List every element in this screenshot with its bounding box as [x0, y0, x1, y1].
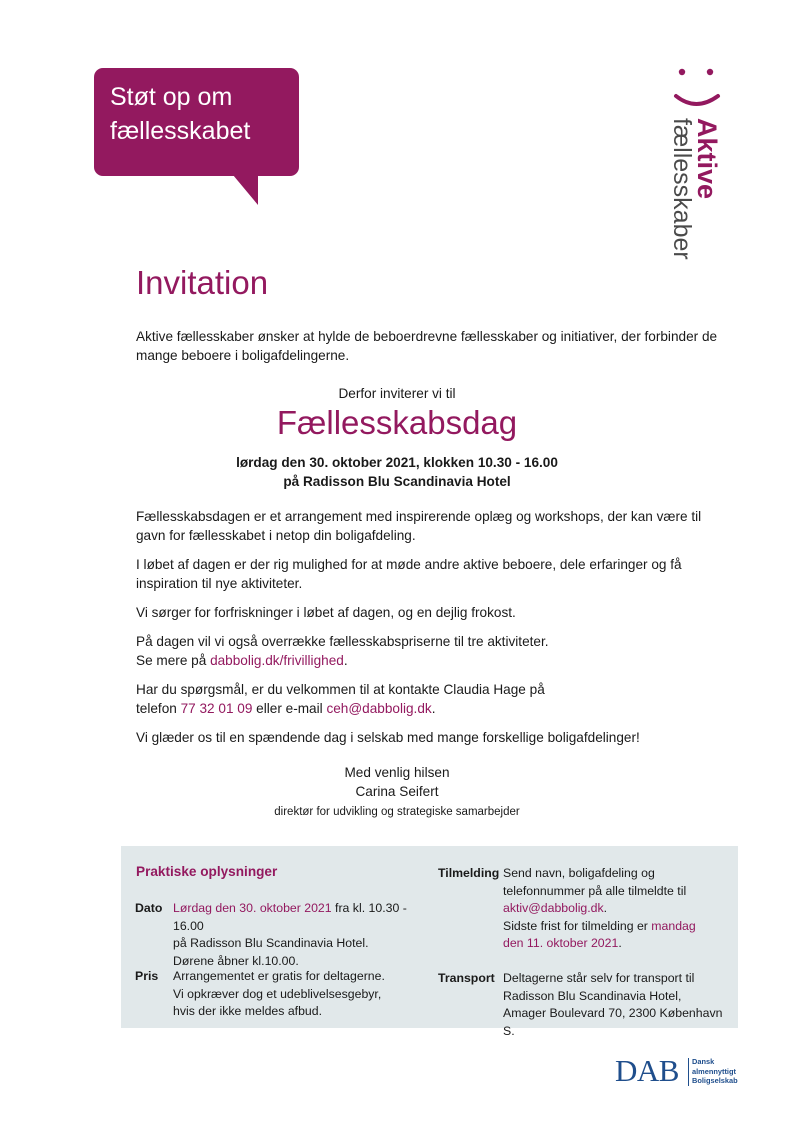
- speech-bubble: [94, 68, 299, 176]
- tilmelding-deadline-prefix: Sidste frist for tilmelding er: [503, 918, 652, 933]
- tilmelding-label: Tilmelding: [438, 866, 500, 880]
- body-p5-line1: Har du spørgsmål, er du velkommen til at kontakte Claudia Hage på: [136, 682, 545, 697]
- dato-doors: Dørene åbner kl.10.00.: [173, 953, 299, 968]
- practical-info-box: [121, 846, 738, 1038]
- dab-divider: [688, 1058, 689, 1086]
- page-title: Invitation: [136, 264, 269, 301]
- event-date: lørdag den 30. oktober 2021, klokken 10.30 - 16.00: [236, 455, 558, 470]
- dab-sub-line1: Dansk: [692, 1057, 715, 1066]
- frivillighed-link[interactable]: dabbolig.dk/frivillighed: [210, 653, 344, 668]
- logo-wordmark: [670, 118, 720, 260]
- transport-line1: Deltagerne står selv for transport til: [503, 971, 695, 985]
- body-p4-prefix: Se mere på: [136, 653, 211, 668]
- smiley-icon: [668, 62, 732, 122]
- logo-word-aktive: Aktive: [692, 118, 722, 200]
- body-paragraph-2: I løbet af dagen er der rig mulighed for at møde andre aktive beboere, dele erfaringer og få inspiration til nye aktiviteter.: [136, 557, 682, 591]
- pris-line2: Vi opkræver dog et udeblivelsesgebyr,: [173, 986, 382, 1001]
- body-p5-end: .: [431, 701, 436, 716]
- pris-label: Pris: [135, 969, 159, 983]
- body-p5-prefix: telefon: [136, 701, 181, 716]
- intro-paragraph: Aktive fællesskaber ønsker at hylde de beboerdrevne fællesskaber og initiativer, der forbinder de mange beboere i boligafdelingerne.: [136, 329, 718, 363]
- body-paragraph-3: Vi sørger for forfriskninger i løbet af dagen, og en dejlig frokost.: [136, 605, 516, 620]
- tilmelding-line2: telefonnummer på alle tilmeldte til: [503, 883, 687, 898]
- phone-link[interactable]: 77 32 01 09: [180, 701, 253, 716]
- tilmelding-value: [503, 865, 733, 953]
- transport-label: Transport: [438, 971, 495, 985]
- body-paragraph-1: Fællesskabsdagen er et arrangement med inspirerende oplæg og workshops, der kan være til gavn for fællesskabet i netop din boligafdeling.: [136, 509, 702, 543]
- body-paragraph-4: [136, 632, 716, 670]
- info-title: Praktiske oplysninger: [136, 864, 278, 879]
- transport-value: [503, 970, 733, 1040]
- tilmelding-email-end: .: [603, 901, 608, 915]
- dato-time: fra kl. 10.30 - 16.00: [173, 901, 407, 933]
- signature-name: Carina Seifert: [355, 784, 439, 799]
- pris-line1: Arrangementet er gratis for deltagerne.: [173, 969, 385, 983]
- tilmelding-deadline-date: den 11. oktober 2021: [503, 936, 619, 950]
- body-paragraph-6: Vi glæder os til en spændende dag i selskab med mange forskellige boligafdelinger!: [136, 730, 640, 745]
- tilmelding-email-link[interactable]: aktiv@dabbolig.dk: [503, 901, 604, 915]
- dato-highlight: Lørdag den 30. oktober 2021: [173, 901, 332, 915]
- speech-bubble-text: [110, 80, 250, 148]
- dab-subtitle: [692, 1057, 752, 1086]
- speech-bubble-line2: fællesskabet: [110, 117, 251, 145]
- email-link[interactable]: ceh@dabbolig.dk: [326, 701, 432, 716]
- speech-bubble-tail: [233, 175, 258, 205]
- transport-line3: Amager Boulevard 70, 2300 København S.: [503, 1006, 723, 1038]
- dab-sub-line2: almennyttigt: [692, 1066, 736, 1076]
- dato-label: Dato: [135, 901, 163, 915]
- transport-line2: Radisson Blu Scandinavia Hotel,: [503, 988, 682, 1003]
- tilmelding-end: .: [618, 936, 622, 950]
- dab-letters: DAB: [615, 1053, 679, 1088]
- body-paragraph-5: [136, 680, 716, 718]
- signature-greeting: Med venlig hilsen: [344, 765, 450, 780]
- body-p4-line1: På dagen vil vi også overrække fællesskabspriserne til tre aktiviteter.: [136, 634, 549, 649]
- logo-word-faellesskaber: fællesskaber: [668, 118, 696, 260]
- body-text: [136, 507, 716, 757]
- dato-value: [173, 900, 433, 970]
- tilmelding-line1: Send navn, boligafdeling og: [503, 866, 655, 880]
- dato-venue: på Radisson Blu Scandinavia Hotel.: [173, 936, 369, 950]
- event-venue: på Radisson Blu Scandinavia Hotel: [283, 474, 511, 489]
- tilmelding-deadline-day: mandag: [651, 918, 696, 933]
- event-name: Fællesskabsdag: [276, 404, 518, 441]
- body-p5-mid: eller e-mail: [252, 701, 327, 716]
- signature-role: direktør for udvikling og strategiske samarbejder: [274, 806, 520, 818]
- pris-line3: hvis der ikke meldes afbud.: [173, 1004, 323, 1018]
- dab-sub-line3: Boligselskab: [692, 1076, 738, 1085]
- body-p4-end: .: [343, 653, 348, 668]
- pris-value: [173, 968, 433, 1021]
- invite-pretext: Derfor inviterer vi til: [338, 386, 456, 401]
- speech-bubble-line1: Støt op om: [110, 83, 233, 111]
